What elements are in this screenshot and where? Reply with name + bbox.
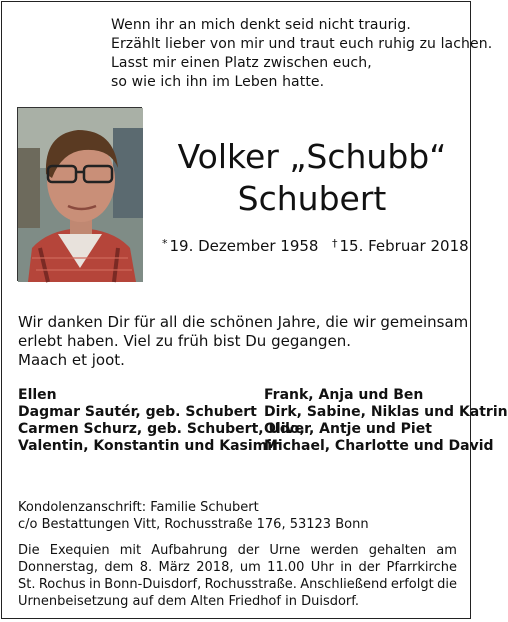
service-word: Die [18,543,40,558]
birth-date: 19. Dezember 1958 [169,237,319,255]
service-word: Rochus [38,577,86,592]
service-line-1 [18,542,457,559]
service-word: Uhr [310,560,334,575]
service-word: gehalten [368,543,427,558]
death-date: 15. Februar 2018 [339,237,469,255]
service-word: erfolgt [390,577,434,592]
service-word: Donnerstag, [18,560,99,575]
service-word: in [89,577,101,592]
poem-line: Erzählt lieber von mir und traut euch ruhig zu lachen. [111,36,493,52]
service-word: in [340,560,353,575]
service-word: März [158,560,190,575]
signer-line: Dagmar Sautér, geb. Schubert [18,404,257,420]
signer-line: Dirk, Sabine, Niklas und Katrin [264,404,508,420]
birth-star-icon: * [162,237,168,250]
service-word: der [358,560,381,575]
service-word: Aufbahrung [151,543,228,558]
death-date-group [332,234,469,256]
service-word: der [237,543,260,558]
signer-line: Carmen Schurz, geb. Schubert, Udo, [18,421,305,437]
signer-line: Michael, Charlotte und David [264,438,494,454]
service-word: mit [119,543,142,558]
signer-line: Frank, Anja und Ben [264,387,424,403]
poem-line: so wie ich ihn im Leben hatte. [111,74,325,90]
signer-line: Oliver, Antje und Piet [264,421,432,437]
service-word: St. [18,577,36,592]
deceased-name [152,136,472,220]
signers-left [18,387,305,455]
service-word: Bonn-Duisdorf, [104,577,202,592]
service-word: Pfarrkirche [386,560,457,575]
service-word: 2018, [196,560,234,575]
service-word: Anschließend [300,577,388,592]
service-word: 11.00 [267,560,305,575]
service-word: Exequien [49,543,110,558]
service-word: 8. [139,560,153,575]
service-word: dem [104,560,134,575]
thanks-line: erlebt haben. Viel zu früh bist Du gegangen. [18,332,352,350]
funeral-service-info [18,542,457,610]
service-word: Urne [269,543,301,558]
poem [111,16,493,92]
service-word: am [436,543,457,558]
service-line-3 [18,576,457,593]
birth-date-group [162,234,318,256]
poem-line: Wenn ihr an mich denkt seid nicht traurig. [111,17,411,33]
service-line-2 [18,559,457,576]
service-line-4: Urnenbeisetzung auf dem Alten Friedhof in Duisdorf. [18,594,360,609]
address-line-2: c/o Bestattungen Vitt, Rochusstraße 176, 53123 Bonn [18,517,369,532]
thanks-line: Maach et joot. [18,351,125,369]
address-line-1: Kondolenzanschrift: Familie Schubert [18,500,259,515]
service-word: werden [310,543,359,558]
name-line-2: Schubert [237,179,387,218]
service-word: um [239,560,261,575]
name-line-1: Volker „Schubb“ [177,137,447,176]
portrait-photo [17,107,142,281]
death-cross-icon: † [332,237,338,250]
poem-line: Lasst mir einen Platz zwischen euch, [111,55,372,71]
signers-right [264,387,508,455]
obituary-card [1,1,508,619]
service-word: Rochusstraße. [204,577,297,592]
condolence-address [18,499,463,533]
signer-line: Valentin, Konstantin und Kasimir [18,438,279,454]
thanks-line: Wir danken Dir für all die schönen Jahre, die wir gemeinsam [18,313,469,331]
portrait-photo-icon [18,108,143,282]
thanks-message [18,313,469,370]
service-word: die [437,577,457,592]
signer-line: Ellen [18,387,57,403]
